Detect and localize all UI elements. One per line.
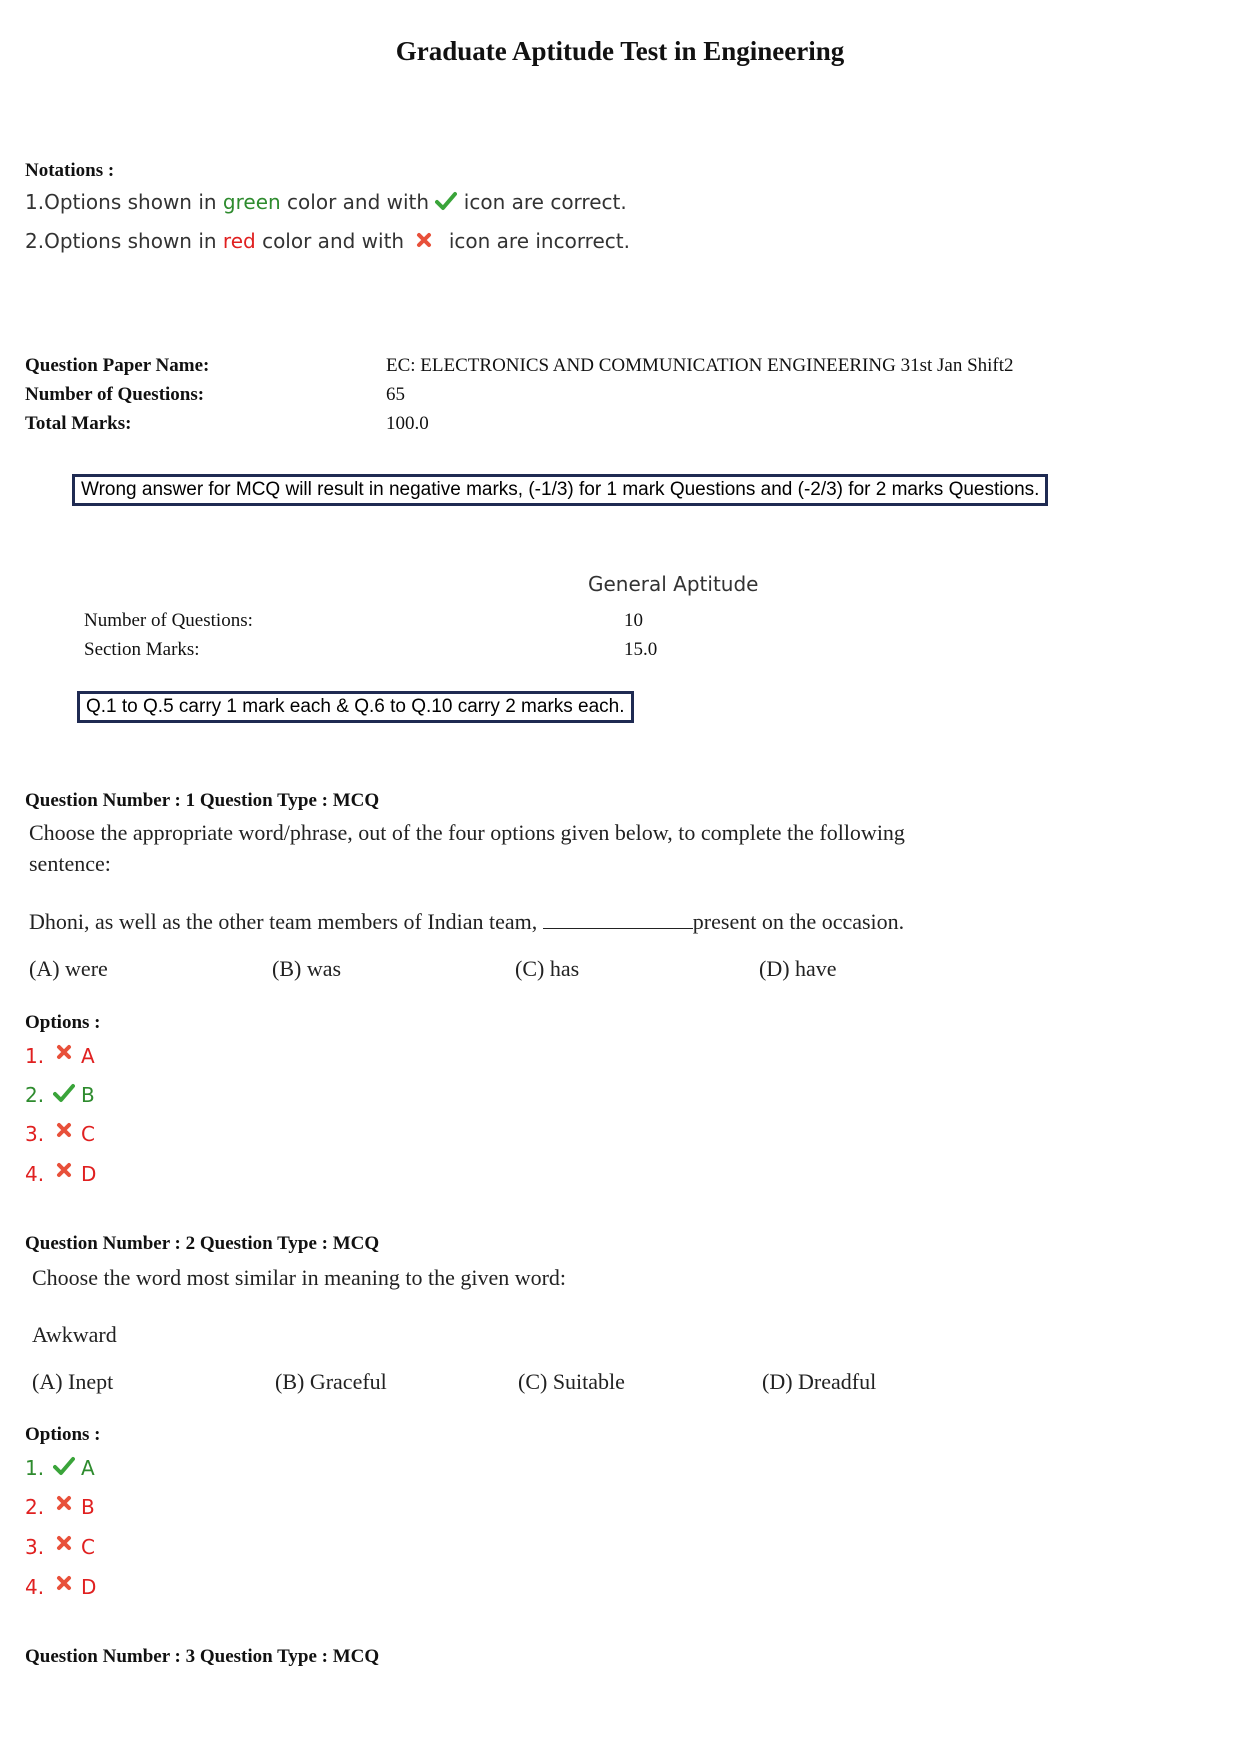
notations-heading: Notations : xyxy=(25,160,115,181)
total-marks-label: Total Marks: xyxy=(25,413,132,434)
question-2-choice-c: (C) Suitable xyxy=(518,1369,625,1394)
notation-2-color-word: red xyxy=(222,229,256,253)
question-2-choice-d: (D) Dreadful xyxy=(762,1369,877,1394)
question-2-options-label: Options : xyxy=(25,1424,101,1445)
cross-icon xyxy=(51,1575,77,1599)
notation-1-color-word: green xyxy=(222,190,281,214)
notation-1-prefix: 1.Options shown in xyxy=(25,190,223,214)
question-1-sentence xyxy=(29,909,904,935)
notation-2-suffix: icon are incorrect. xyxy=(442,229,630,253)
question-1-options-label: Options : xyxy=(25,1012,101,1033)
total-marks-value: 100.0 xyxy=(386,413,429,434)
question-1-choice-c: (C) has xyxy=(515,956,580,981)
question-1-option-2[interactable]: 2. B xyxy=(25,1083,95,1107)
check-icon xyxy=(51,1456,77,1480)
section-marks-value: 15.0 xyxy=(624,639,658,660)
section-title: General Aptitude xyxy=(588,572,759,596)
question-1-option-3[interactable]: 3. C xyxy=(25,1122,95,1146)
notation-1-middle: color and with xyxy=(280,190,436,214)
question-3-header: Question Number : 3 Question Type : MCQ xyxy=(25,1646,380,1667)
question-2-choice-a: (A) Inept xyxy=(32,1369,114,1394)
section-questions-label: Number of Questions: xyxy=(84,610,253,631)
question-2-word: Awkward xyxy=(32,1322,117,1347)
check-icon xyxy=(51,1083,77,1107)
question-2-header: Question Number : 2 Question Type : MCQ xyxy=(25,1233,380,1254)
question-1-header: Question Number : 1 Question Type : MCQ xyxy=(25,790,380,811)
question-2-option-4[interactable]: 4. D xyxy=(25,1575,97,1599)
negative-marking-note: Wrong answer for MCQ will result in negative marks, (-1/3) for 1 mark Questions and (-2/3) for 2 marks Questions. xyxy=(72,474,1048,506)
cross-icon xyxy=(51,1122,77,1146)
question-1-sentence-after: present on the occasion. xyxy=(692,909,905,934)
question-count-label: Number of Questions: xyxy=(25,384,205,405)
cross-icon xyxy=(51,1044,77,1068)
question-2-text: Choose the word most similar in meaning to the given word: xyxy=(32,1265,567,1290)
paper-name-value: EC: ELECTRONICS AND COMMUNICATION ENGINEERING 31st Jan Shift2 xyxy=(386,355,1014,376)
notation-2-prefix: 2.Options shown in xyxy=(25,229,223,253)
question-1-text: Choose the appropriate word/phrase, out of the four options given below, to complete the following xyxy=(29,820,905,845)
section-questions-value: 10 xyxy=(624,610,643,631)
question-2-option-2[interactable]: 2. B xyxy=(25,1495,95,1519)
question-2-option-3[interactable]: 3. C xyxy=(25,1535,95,1559)
cross-icon xyxy=(51,1535,77,1559)
question-1-option-1[interactable]: 1. A xyxy=(25,1044,95,1068)
cross-icon xyxy=(416,229,432,253)
section-marks-note: Q.1 to Q.5 carry 1 mark each & Q.6 to Q.10 carry 2 marks each. xyxy=(77,691,634,723)
question-1-choice-a: (A) were xyxy=(29,956,108,981)
cross-icon xyxy=(51,1162,77,1186)
notation-2-middle: color and with xyxy=(255,229,411,253)
page-title: Graduate Aptitude Test in Engineering xyxy=(395,36,845,66)
question-1-option-4[interactable]: 4. D xyxy=(25,1162,97,1186)
question-2-option-1[interactable]: 1. A xyxy=(25,1456,95,1480)
question-1-sentence-before: Dhoni, as well as the other team members of Indian team, xyxy=(29,909,538,934)
notation-line-correct xyxy=(25,190,627,216)
question-count-value: 65 xyxy=(386,384,405,405)
question-2-choice-b: (B) Graceful xyxy=(275,1369,387,1394)
question-1-text-line2: sentence: xyxy=(29,851,111,876)
answer-blank xyxy=(543,910,693,929)
question-1-choice-b: (B) was xyxy=(272,956,342,981)
check-icon xyxy=(435,191,457,216)
section-marks-label: Section Marks: xyxy=(84,639,200,660)
notation-line-incorrect xyxy=(25,229,630,253)
notation-1-suffix: icon are correct. xyxy=(457,190,627,214)
paper-name-label: Question Paper Name: xyxy=(25,355,210,376)
question-1-choice-d: (D) have xyxy=(759,956,837,981)
cross-icon xyxy=(51,1495,77,1519)
